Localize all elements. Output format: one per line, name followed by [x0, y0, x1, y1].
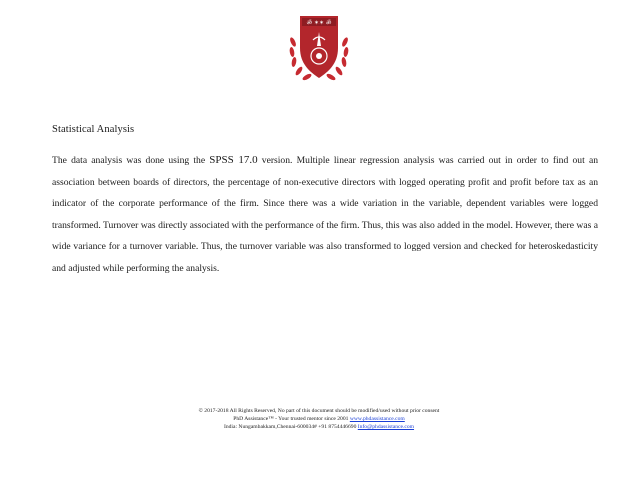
paragraph-text-part2: version. Multiple linear regression analysis was carried out in order to find out an association between boards of directors, the percentage of non-executive directors with logged operating profit and profit before tax as an indicator of the corporate performance of the firm. Since there was a wide variation in the variable, dependent variables were logged transformed. Turnover was directly associated with the performance of the firm. Thus, this was also added in the model. However, there was a wide variance for a turnover variable. Thus, the turnover variable was also transformed to logged version and checked for heteroskedasticity and adjusted while performing the analysis. — [52, 155, 598, 274]
contact-text: India: Nungambakkam,Chennai-600034# +91 8754446690 — [223, 424, 358, 431]
analysis-paragraph — [52, 150, 598, 280]
paragraph-text-part1: The data analysis was done using the — [52, 155, 210, 166]
mentor-line — [150, 415, 488, 423]
website-link[interactable]: www.phdassistance.com — [349, 416, 405, 423]
contact-line — [150, 423, 488, 431]
crest-logo — [284, 12, 354, 86]
copyright-footer — [150, 407, 488, 432]
copyright-line: © 2017-2018 All Rights Reserved, No part of this document should be modified/used without prior consent — [198, 408, 440, 414]
mentor-text: PhD Assistance™ - Your trusted mentor since 2001 — [233, 416, 350, 423]
section-heading: Statistical Analysis — [52, 124, 135, 135]
software-name: SPSS 17.0 — [209, 154, 258, 166]
email-link[interactable]: Info@phdassistance.com — [357, 424, 415, 431]
svg-text:ॐ ✶✶ ॐ: ॐ ✶✶ ॐ — [306, 19, 332, 27]
